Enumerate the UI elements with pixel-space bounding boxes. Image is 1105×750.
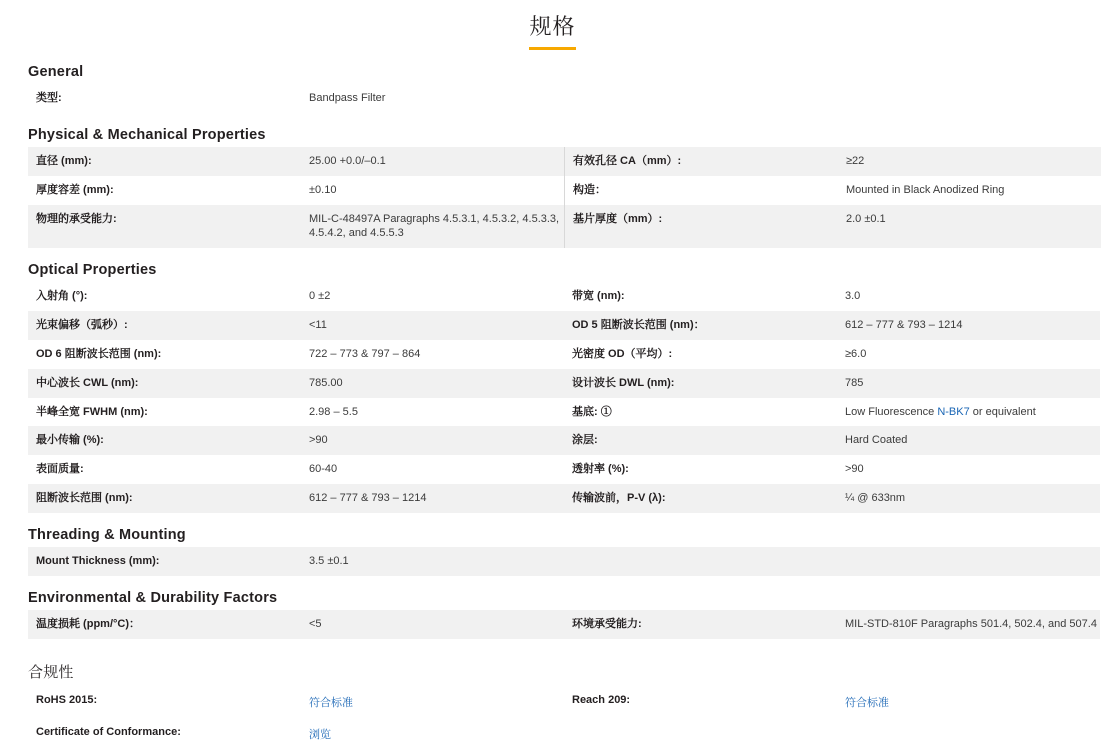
rohs-compliance-link[interactable]: 符合标准 xyxy=(309,696,353,709)
spec-label: 温度损耗 (ppm/°C)： xyxy=(28,610,301,639)
substrate-link[interactable]: N-BK7 xyxy=(937,405,970,418)
compliance-value-reach xyxy=(837,686,1100,718)
compliance-table xyxy=(28,686,1100,750)
spec-value: 60-40 xyxy=(301,455,564,484)
substrate-prefix: Low Fluorescence xyxy=(845,405,938,418)
spec-label: 光束偏移（弧秒）: xyxy=(28,311,301,340)
spec-label: 传输波前，P-V (λ): xyxy=(564,484,837,513)
spec-value-substrate xyxy=(837,398,1100,427)
spec-label: 表面质量: xyxy=(28,455,301,484)
compliance-label-reach: Reach 209: xyxy=(564,686,837,718)
table-row xyxy=(28,426,1100,455)
section-heading-physical: Physical & Mechanical Properties xyxy=(28,126,266,143)
spec-table-physical xyxy=(28,147,1101,248)
spec-value: 722 – 773 & 797 – 864 xyxy=(301,340,564,369)
table-row xyxy=(28,369,1100,398)
spec-label: 最小传输 (%): xyxy=(28,426,301,455)
spec-value: 3.0 xyxy=(837,282,1100,311)
spec-table-threading xyxy=(28,547,1100,576)
substrate-suffix: or equivalent xyxy=(969,405,1036,418)
spec-value: ¼ @ 633nm xyxy=(837,484,1100,513)
spec-label: 带宽 (nm): xyxy=(564,282,837,311)
spec-label: 类型: xyxy=(28,84,301,113)
spec-label: 中心波长 CWL (nm): xyxy=(28,369,301,398)
spec-table-general xyxy=(28,84,1100,113)
coc-view-link[interactable]: 浏览 xyxy=(309,728,331,741)
spec-label: 基片厚度（mm）: xyxy=(565,205,839,249)
table-row xyxy=(28,311,1100,340)
table-row xyxy=(28,147,1101,176)
spec-label: 直径 (mm): xyxy=(28,147,301,176)
section-heading-optical: Optical Properties xyxy=(28,262,157,279)
table-row xyxy=(28,610,1100,639)
section-heading-environmental: Environmental & Durability Factors xyxy=(28,589,278,606)
table-row xyxy=(28,176,1101,205)
spec-value: 2.0 ±0.1 xyxy=(838,205,1101,249)
compliance-label-rohs: RoHS 2015: xyxy=(28,686,301,718)
table-row xyxy=(28,686,1100,718)
spec-label: 构造： xyxy=(565,176,839,205)
spec-label: 厚度容差 (mm): xyxy=(28,176,301,205)
spec-value: ±0.10 xyxy=(301,176,565,205)
table-row xyxy=(28,398,1100,427)
page-title: 规格 xyxy=(529,10,575,50)
spec-label xyxy=(564,547,837,576)
spec-value: Hard Coated xyxy=(837,426,1100,455)
spec-label: 环境承受能力: xyxy=(564,610,837,639)
spec-label: 物理的承受能力: xyxy=(28,205,301,249)
table-row xyxy=(28,282,1100,311)
spec-value: 785.00 xyxy=(301,369,564,398)
compliance-label-empty xyxy=(564,718,837,750)
reach-compliance-link[interactable]: 符合标准 xyxy=(845,696,889,709)
section-heading-threading: Threading & Mounting xyxy=(28,526,186,543)
spec-value: >90 xyxy=(301,426,564,455)
spec-value xyxy=(837,547,1100,576)
section-heading-general: General xyxy=(28,64,84,80)
spec-label: 阻断波长范围 (nm): xyxy=(28,484,301,513)
spec-value: MIL-STD-810F Paragraphs 501.4, 502.4, and 507.4 xyxy=(837,610,1100,639)
spec-label: 入射角 (°): xyxy=(28,282,301,311)
spec-label xyxy=(564,84,837,113)
spec-value: Mounted in Black Anodized Ring xyxy=(838,176,1101,205)
spec-value: 612 – 777 & 793 – 1214 xyxy=(837,311,1100,340)
compliance-label-coc: Certificate of Conformance: xyxy=(28,718,301,750)
spec-value: 2.98 – 5.5 xyxy=(301,398,564,427)
spec-value: 25.00 +0.0/–0.1 xyxy=(301,147,565,176)
compliance-value-empty xyxy=(837,718,1100,750)
spec-label: 光密度 OD（平均）: xyxy=(564,340,837,369)
spec-table-environmental xyxy=(28,610,1100,639)
compliance-value-coc xyxy=(301,718,564,750)
spec-value: ≥6.0 xyxy=(837,340,1100,369)
spec-label: Mount Thickness (mm): xyxy=(28,547,301,576)
spec-label: OD 5 阻断波长范围 (nm)： xyxy=(564,311,837,340)
spec-label: 基底: ① xyxy=(564,398,837,427)
table-row xyxy=(28,547,1100,576)
compliance-value-rohs xyxy=(301,686,564,718)
spec-value: 0 ±2 xyxy=(301,282,564,311)
table-row xyxy=(28,455,1100,484)
spec-label: 涂层: xyxy=(564,426,837,455)
table-row xyxy=(28,84,1100,113)
spec-value: 785 xyxy=(837,369,1100,398)
spec-label: 透射率 (%): xyxy=(564,455,837,484)
spec-label: 设计波长 DWL (nm): xyxy=(564,369,837,398)
spec-value: >90 xyxy=(837,455,1100,484)
page-title-wrapper xyxy=(0,0,1105,50)
table-row xyxy=(28,484,1100,513)
spec-label: OD 6 阻断波长范围 (nm): xyxy=(28,340,301,369)
spec-value: <11 xyxy=(301,311,564,340)
spec-value: MIL-C-48497A Paragraphs 4.5.3.1, 4.5.3.2, 4.5.3.3, 4.5.4.2, and 4.5.5.3 xyxy=(301,205,565,249)
spec-value: <5 xyxy=(301,610,564,639)
spec-value: Bandpass Filter xyxy=(301,84,564,113)
spec-table-optical xyxy=(28,282,1100,513)
spec-value: 612 – 777 & 793 – 1214 xyxy=(301,484,564,513)
spec-value xyxy=(837,84,1100,113)
section-heading-compliance: 合规性 xyxy=(28,663,74,681)
spec-label: 半峰全宽 FWHM (nm): xyxy=(28,398,301,427)
table-row xyxy=(28,205,1101,249)
table-row xyxy=(28,340,1100,369)
spec-value: ≥22 xyxy=(838,147,1101,176)
spec-value: 3.5 ±0.1 xyxy=(301,547,564,576)
spec-label: 有效孔径 CA（mm）: xyxy=(565,147,839,176)
table-row xyxy=(28,718,1100,750)
